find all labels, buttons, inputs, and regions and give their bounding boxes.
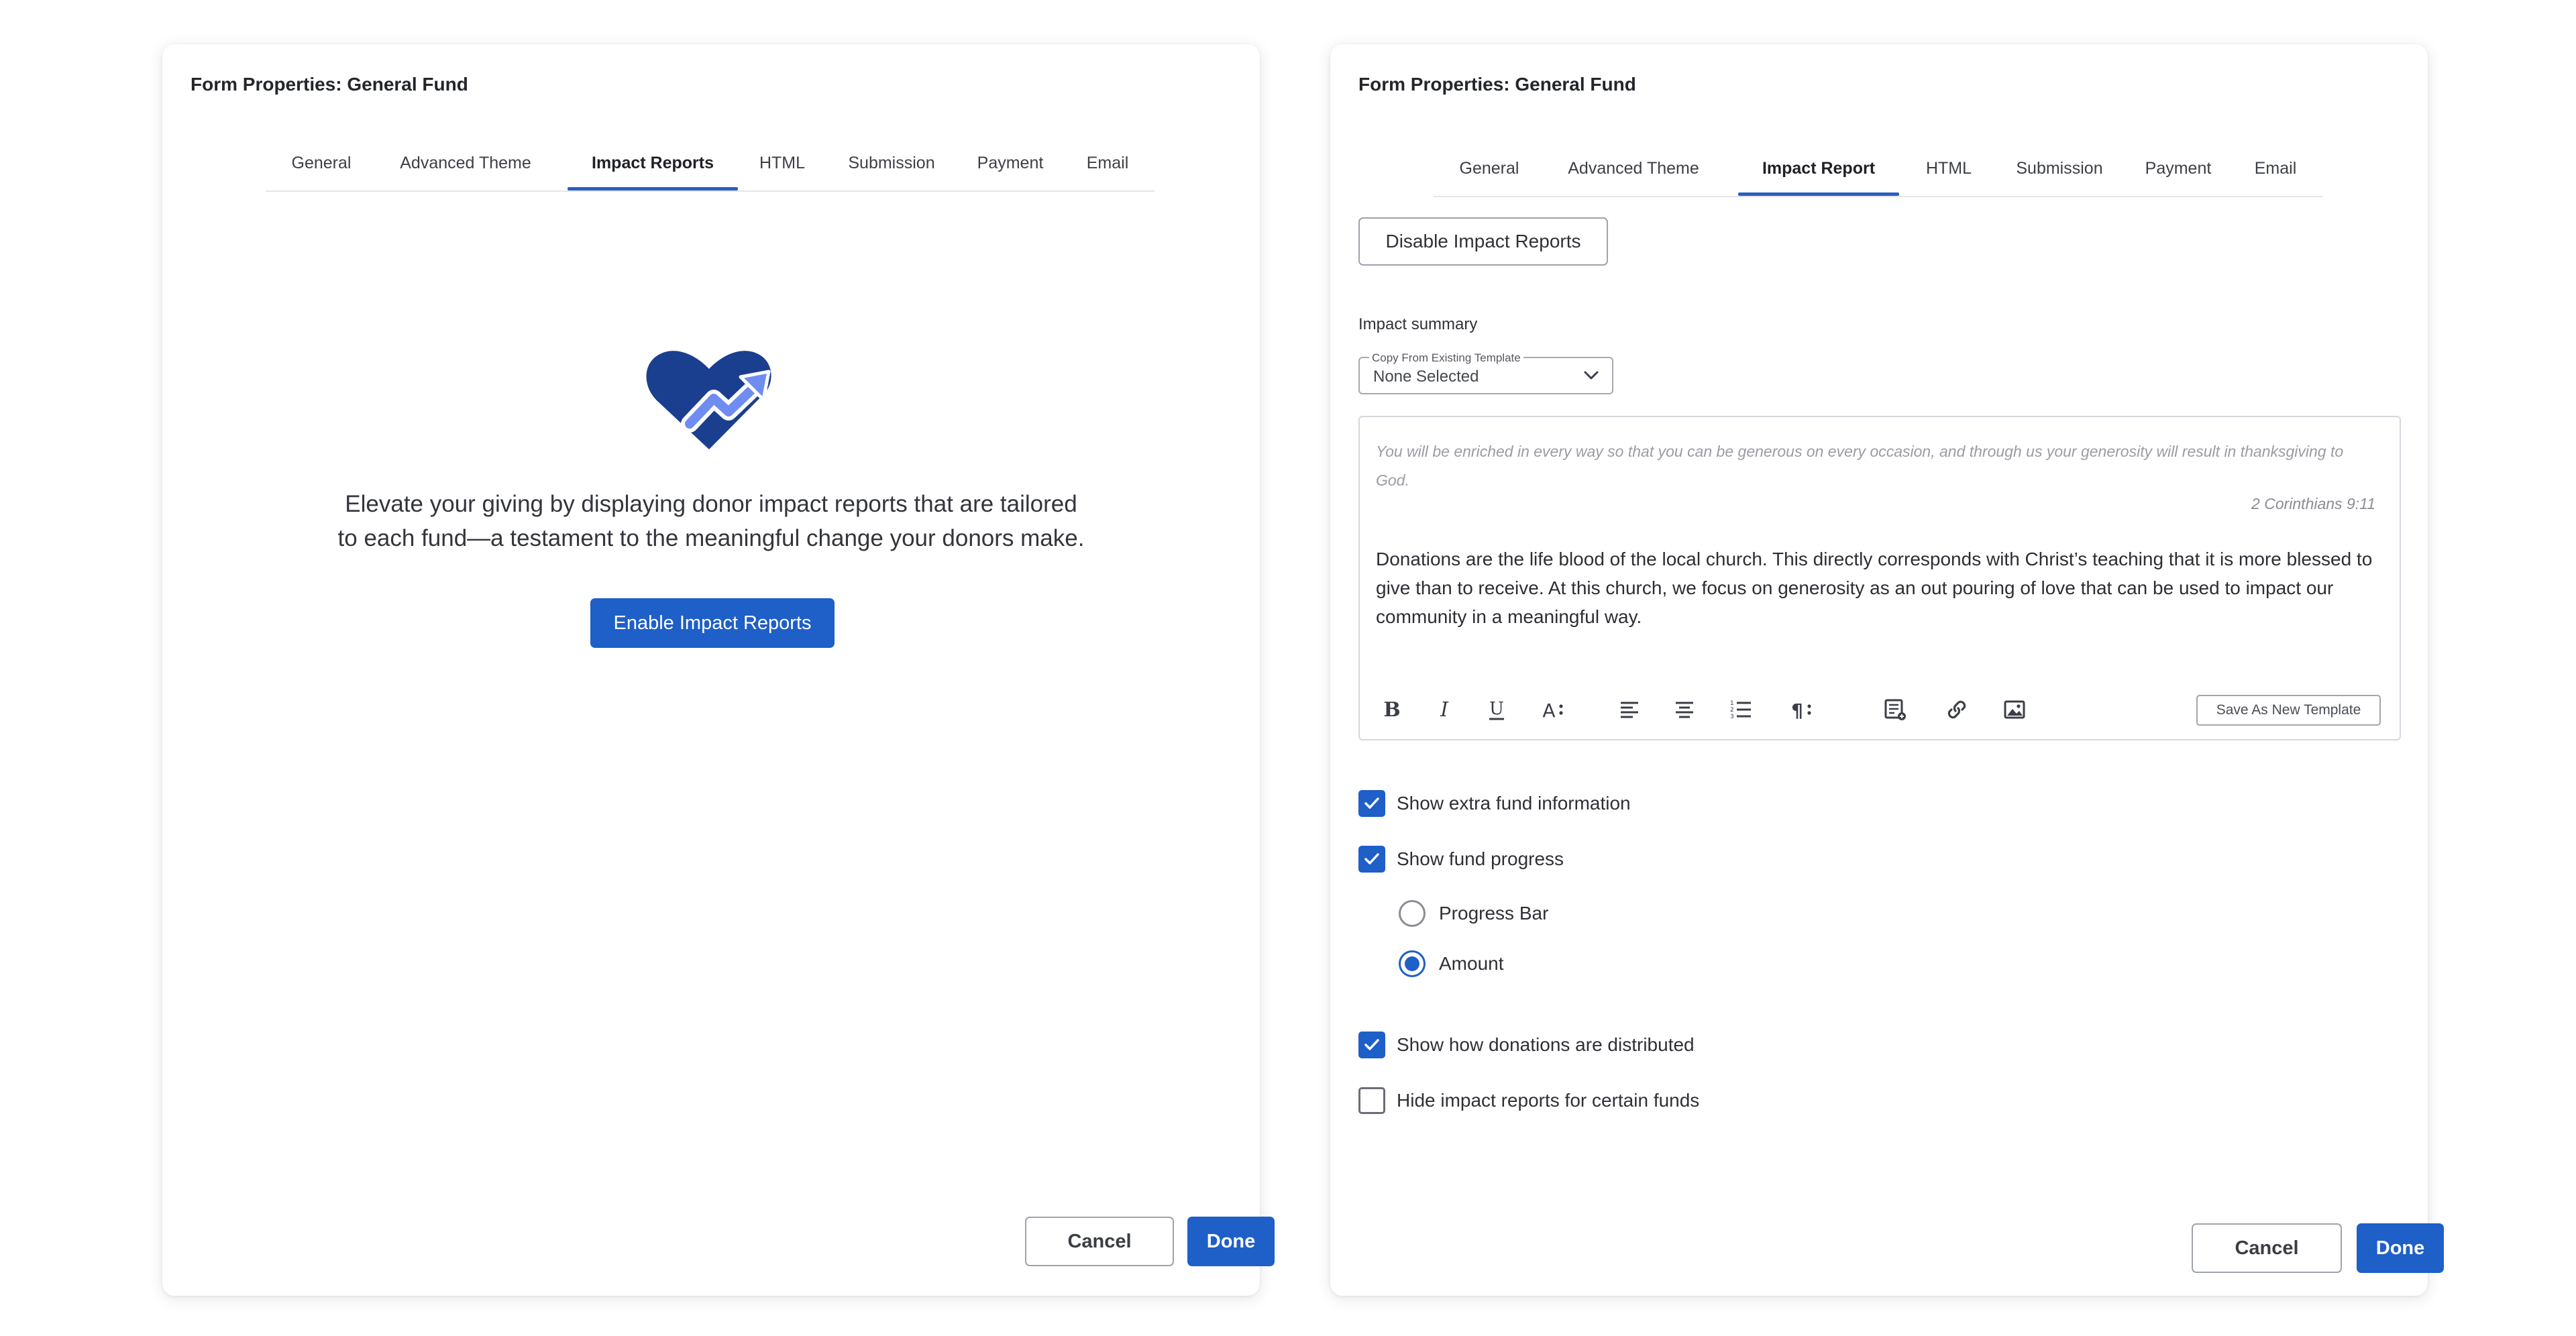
show-fund-progress-checkbox[interactable]: [1358, 844, 1564, 874]
tab-bar: [266, 137, 1155, 192]
tab-submission[interactable]: Submission: [2016, 159, 2103, 178]
chevron-down-icon: [1584, 370, 1599, 381]
svg-text:¶: ¶: [1791, 700, 1803, 722]
radio-label: Amount: [1439, 953, 1504, 974]
svg-text:3: 3: [1730, 714, 1734, 720]
template-select-value: None Selected: [1373, 368, 1479, 386]
scripture-reference: 2 Corinthians 9:11: [2251, 495, 2375, 512]
check-icon: [1363, 850, 1381, 868]
svg-text:2: 2: [1730, 707, 1734, 714]
template-select-label: Copy From Existing Template: [1369, 351, 1523, 365]
bold-icon[interactable]: [1377, 695, 1407, 724]
checkbox-checked[interactable]: [1358, 846, 1385, 873]
insert-template-icon[interactable]: [1880, 695, 1910, 724]
description-line-1: Elevate your giving by displaying donor impact reports that are tailored: [345, 491, 1077, 517]
checkbox-label: Hide impact reports for certain funds: [1397, 1090, 1700, 1111]
tab-general[interactable]: General: [1459, 159, 1519, 178]
impact-summary-label: Impact summary: [1358, 315, 1478, 333]
align-left-icon[interactable]: [1615, 695, 1644, 724]
italic-icon[interactable]: [1430, 695, 1459, 724]
template-select[interactable]: [1358, 351, 1613, 394]
checkbox-label: Show fund progress: [1397, 848, 1564, 869]
link-icon[interactable]: [1942, 695, 1972, 724]
svg-text:U: U: [1489, 699, 1504, 719]
done-button[interactable]: Done: [1187, 1217, 1275, 1266]
empty-state-description: [250, 487, 1173, 555]
svg-text:A: A: [1542, 700, 1556, 722]
form-properties-panel-enabled: [1330, 44, 2428, 1296]
amount-radio[interactable]: [1399, 948, 1504, 980]
scripture-quote: You will be enriched in every way so that you can be generous on every occasion, and through us your generosity will result in thanksgiving to God.: [1376, 443, 2344, 489]
tab-email[interactable]: Email: [1086, 154, 1129, 172]
tab-payment[interactable]: Payment: [977, 154, 1044, 172]
cancel-button[interactable]: Cancel: [2192, 1223, 2342, 1273]
tab-advanced-theme[interactable]: Advanced Theme: [400, 154, 531, 172]
check-icon: [1363, 1036, 1381, 1054]
svg-text:1: 1: [1730, 700, 1734, 707]
progress-bar-radio[interactable]: [1399, 897, 1548, 930]
radio-selected[interactable]: [1399, 950, 1426, 977]
editor-body-text[interactable]: Donations are the life blood of the local church. This directly corresponds with Christ’s teaching that it is more blessed to give than to receive. At this church, we focus on generosity as an out pouring of love that can be used to impact our community in a meaningful way.: [1376, 549, 2373, 627]
tab-payment[interactable]: Payment: [2145, 159, 2212, 178]
description-line-2: to each fund—a testament to the meaningful change your donors make.: [337, 525, 1085, 551]
show-distribution-checkbox[interactable]: [1358, 1030, 1695, 1060]
checkbox-unchecked[interactable]: [1358, 1087, 1385, 1114]
panel-title: Form Properties: General Fund: [191, 74, 468, 95]
show-extra-fund-info-checkbox[interactable]: [1358, 789, 1631, 818]
numbered-list-icon[interactable]: [1726, 695, 1756, 724]
radio-unselected[interactable]: [1399, 900, 1426, 927]
tab-advanced-theme[interactable]: Advanced Theme: [1568, 159, 1699, 178]
checkbox-checked[interactable]: [1358, 790, 1385, 817]
save-as-new-template-button[interactable]: Save As New Template: [2196, 695, 2381, 726]
svg-text:I: I: [1440, 698, 1448, 722]
disable-impact-reports-button[interactable]: Disable Impact Reports: [1358, 217, 1608, 266]
tab-html[interactable]: HTML: [1925, 159, 1972, 178]
checkbox-label: Show extra fund information: [1397, 793, 1631, 814]
heart-trend-icon: [645, 350, 773, 451]
radio-label: Progress Bar: [1439, 903, 1549, 924]
tab-general[interactable]: General: [291, 154, 352, 172]
tab-impact-report[interactable]: Impact Report: [1738, 142, 1899, 194]
align-center-icon[interactable]: [1670, 695, 1699, 724]
enable-impact-reports-button[interactable]: Enable Impact Reports: [590, 598, 835, 648]
tab-email[interactable]: Email: [2254, 159, 2297, 178]
form-properties-panel-disabled: [162, 44, 1260, 1296]
done-button[interactable]: Done: [2357, 1223, 2444, 1273]
underline-icon[interactable]: [1482, 695, 1511, 724]
checkbox-checked[interactable]: [1358, 1032, 1385, 1058]
cancel-button[interactable]: Cancel: [1025, 1217, 1174, 1266]
paragraph-icon[interactable]: [1785, 695, 1815, 724]
image-icon[interactable]: [2000, 695, 2029, 724]
checkbox-label: Show how donations are distributed: [1397, 1034, 1695, 1055]
tab-impact-reports[interactable]: Impact Reports: [568, 137, 738, 189]
tab-submission[interactable]: Submission: [848, 154, 935, 172]
check-icon: [1363, 795, 1381, 812]
hide-impact-reports-checkbox[interactable]: [1358, 1086, 1699, 1115]
editor-toolbar: [1360, 685, 2400, 732]
font-size-icon[interactable]: [1537, 695, 1566, 724]
tab-html[interactable]: HTML: [759, 154, 806, 172]
rich-text-editor[interactable]: [1358, 416, 2401, 740]
svg-text:B: B: [1383, 698, 1401, 722]
panel-title: Form Properties: General Fund: [1358, 74, 1636, 95]
tab-bar: [1434, 142, 2322, 197]
